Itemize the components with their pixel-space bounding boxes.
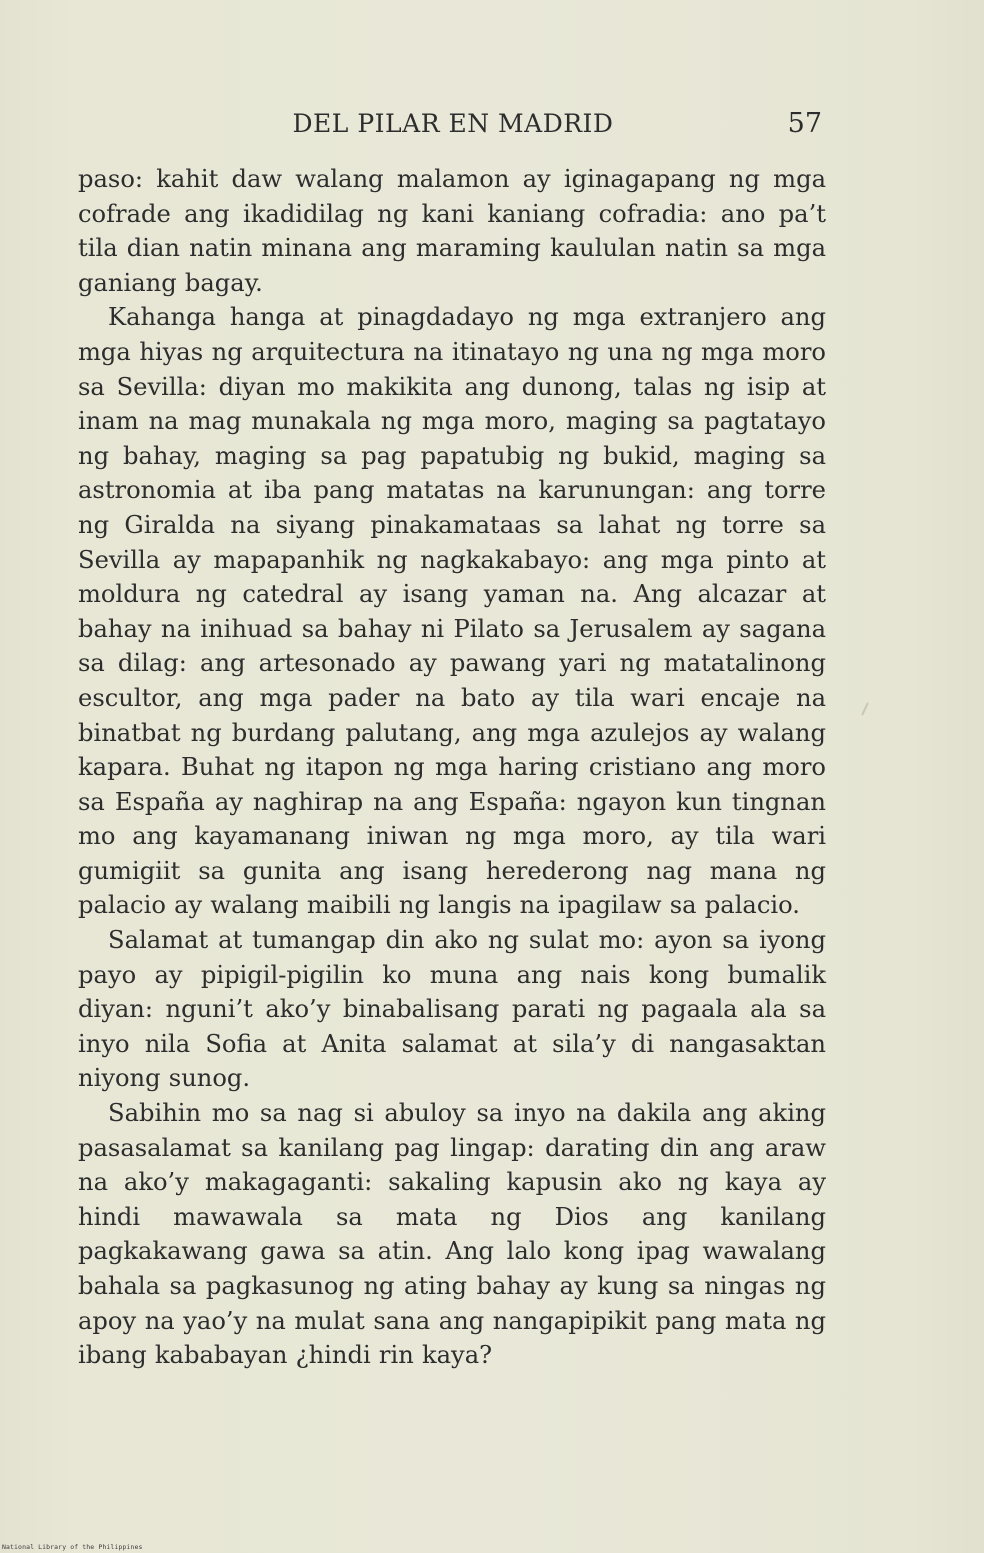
library-credit: National Library of the Philippines (2, 1543, 143, 1551)
paragraph: Salamat at tumangap din ako ng sulat mo: ayon sa iyong payo ay pipigil-pigilin ko muna ang nais kong bumalik diyan: nguni’t ako’y binabalisang parati ng pagaala ala sa inyo nila Sofia at Anita salamat at sila’y di nangasaktan niyong sunog. (78, 926, 826, 1093)
running-title: DEL PILAR EN MADRID (292, 109, 614, 138)
paragraph: Kahanga hanga at pinagdadayo ng mga extranjero ang mga hiyas ng arquitectura na itinatayo ng una ng mga moro sa Sevilla: diyan mo makikita ang dunong, talas ng isip at inam na mag munakala ng mga moro, maging sa pagtatayo ng bahay, maging sa pag papatubig ng bukid, maging sa astronomia at iba pang matatas na karunungan: ang torre ng Giralda na siyang pinakamataas sa lahat ng torre sa Sevilla ay mapapanhik ng nagkakabayo: ang mga pinto at moldura ng catedral ay isang yaman na. Ang alcazar at bahay na inihuad sa bahay ni Pilato sa Jerusalem ay sagana sa dilag: ang artesonado ay pawang yari ng matatalinong escultor, ang mga pader na bato ay tila wari encaje na binatbat ng burdang palutang, ang mga azulejos ay walang kapara. Buhat ng itapon ng mga haring cristiano ang moro sa España ay naghirap na ang España: ngayon kun tingnan mo ang kayamanang iniwan ng mga moro, ay tila wari gumigiit sa gunita ang isang herederong nag mana ng palacio ay walang maibili ng langis na ipagilaw sa palacio. (78, 303, 826, 920)
page-body (78, 162, 826, 1373)
paper-speck (861, 702, 869, 716)
page-header (78, 106, 828, 142)
page-number: 57 (787, 108, 822, 139)
paragraph-continued: paso: kahit daw walang malamon ay iginagapang ng mga cofrade ang ikadidilag ng kani kaniang cofradia: ano pa’t tila dian natin minana ang maraming kaululan natin sa mga ganiang bagay. (78, 165, 826, 297)
paragraph: Sabihin mo sa nag si abuloy sa inyo na dakila ang aking pasasalamat sa kanilang pag lingap: darating din ang araw na ako’y makagaganti: sakaling kapusin ako ng kaya ay hindi mawawala sa mata ng Dios ang kanilang pagkakawang gawa sa atin. Ang lalo kong ipag wawalang bahala sa pagkasunog ng ating bahay ay kung sa ningas ng apoy na yao’y na mulat sana ang nangapipikit pang mata ng ibang kababayan ¿hindi rin kaya? (78, 1099, 826, 1370)
